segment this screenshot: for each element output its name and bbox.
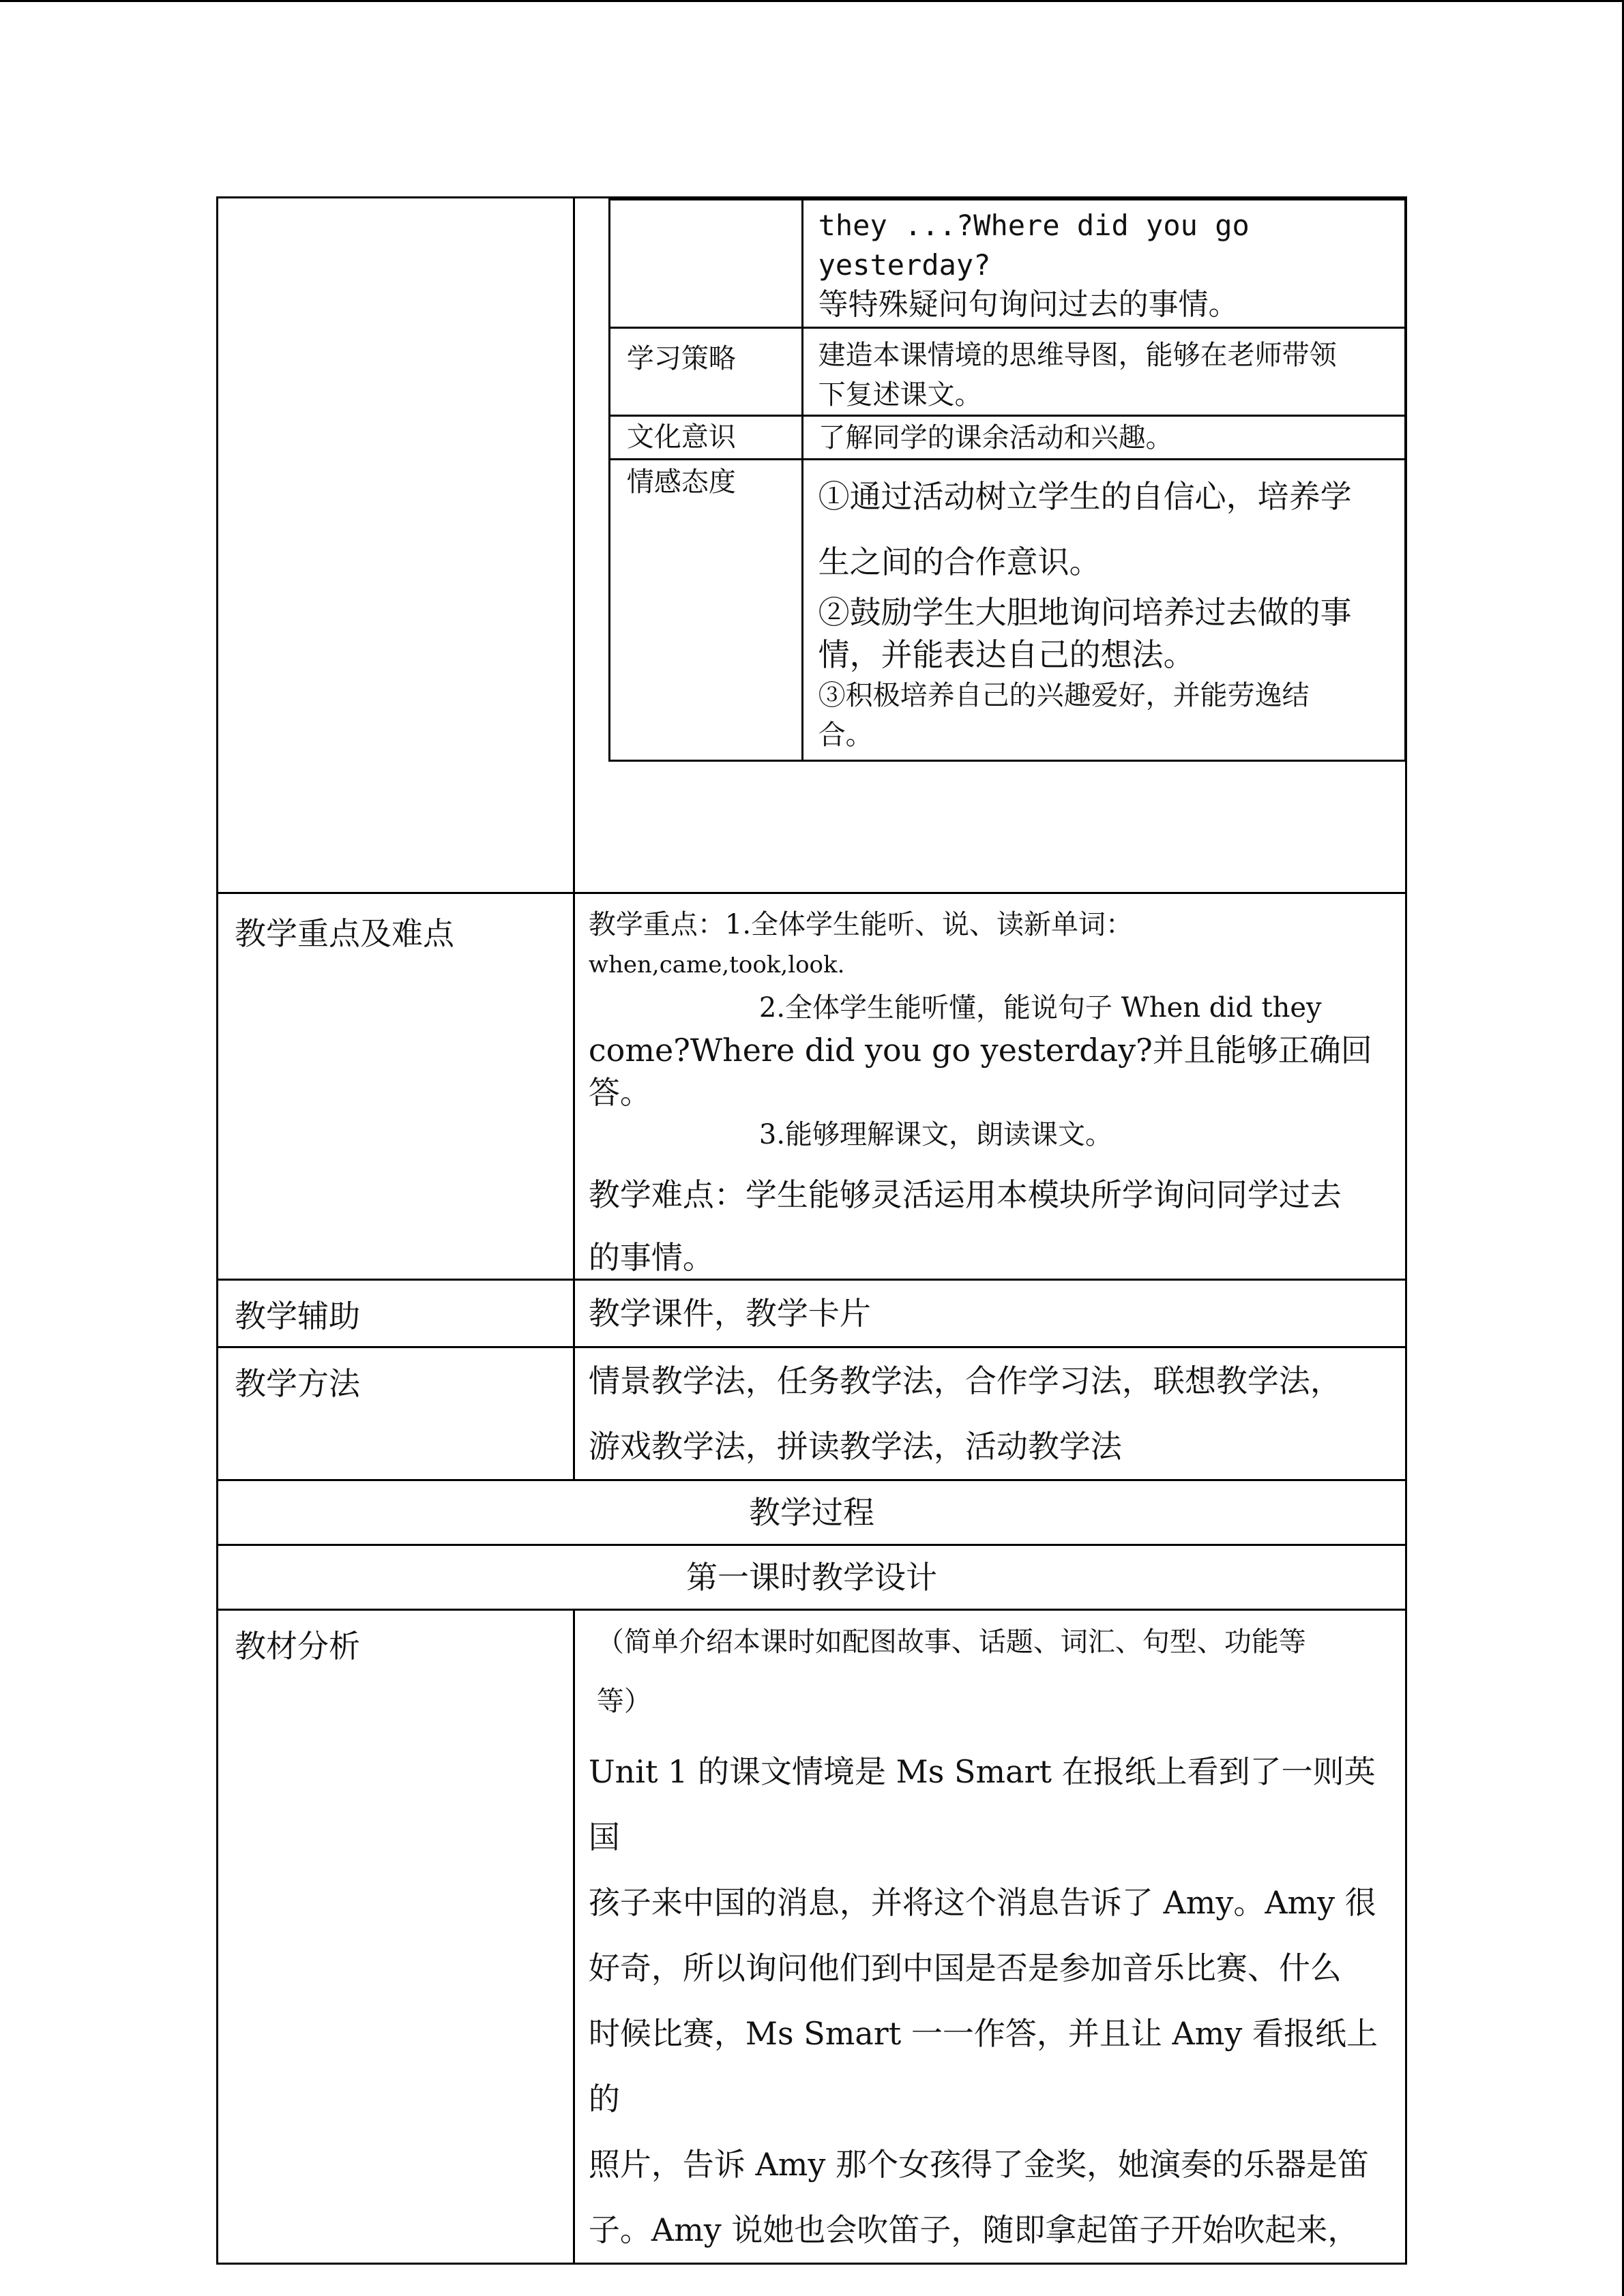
objective-text — [802, 416, 1405, 460]
analysis-line: 照片，告诉 Amy 那个女孩得了金奖，她演奏的乐器是笛 — [588, 2146, 1369, 2183]
methods-line: 游戏教学法，拼读教学法，活动教学法 — [588, 1428, 1122, 1465]
objective-text — [802, 460, 1405, 761]
objective-row-culture — [609, 416, 1405, 460]
attitude-line: ③积极培养自己的兴趣爱好，并能劳逸结 — [818, 680, 1310, 711]
aids-content-cell — [574, 1280, 1406, 1347]
process-title: 教学过程 — [749, 1494, 874, 1531]
methods-label-cell — [218, 1347, 574, 1480]
objective-text-line: 建造本课情境的思维导图，能够在老师带领 — [818, 340, 1337, 371]
objective-text-line: 了解同学的课余活动和兴趣。 — [818, 422, 1173, 453]
analysis-line: Unit 1 的课文情境是 Ms Smart 在报纸上看到了一则英国 — [588, 1753, 1376, 1855]
objective-label — [609, 328, 802, 416]
process-title-row — [218, 1480, 1406, 1545]
key-points-row — [218, 893, 1406, 1280]
objective-text — [802, 200, 1405, 328]
objectives-nested-table — [608, 198, 1406, 762]
objective-row-strategy — [609, 328, 1405, 416]
aids-row — [218, 1280, 1406, 1347]
attitude-line: 生之间的合作意识。 — [818, 543, 1101, 580]
aids-text: 教学课件，教学卡片 — [588, 1295, 871, 1332]
aids-label: 教学辅助 — [235, 1298, 360, 1335]
key-points-line: when,came,took,look. — [588, 951, 845, 979]
process-title-cell — [218, 1480, 1406, 1545]
key-points-line: 教学重点：1.全体学生能听、说、读新单词： — [588, 909, 1134, 940]
key-points-line: 3.能够理解课文，朗读课文。 — [758, 1119, 1113, 1150]
objective-label — [609, 460, 802, 761]
attitude-line: 情，并能表达自己的想法。 — [818, 636, 1195, 673]
objective-text — [802, 328, 1405, 416]
objectives-label-cell — [218, 198, 574, 893]
methods-row — [218, 1347, 1406, 1480]
methods-content-cell — [574, 1347, 1406, 1480]
objectives-content-cell — [574, 198, 1406, 893]
attitude-line: ②鼓励学生大胆地询问培养过去做的事 — [818, 594, 1352, 631]
objective-text-line: 等特殊疑问句询问过去的事情。 — [818, 287, 1239, 322]
textbook-analysis-label: 教材分析 — [235, 1628, 360, 1665]
lesson1-title-cell — [218, 1545, 1406, 1610]
objective-label-text: 学习策略 — [626, 343, 736, 374]
analysis-line: 时候比赛，Ms Smart 一一作答，并且让 Amy 看报纸上的 — [588, 2015, 1378, 2117]
analysis-line: 孩子来中国的消息，并将这个消息告诉了 Amy。Amy 很 — [588, 1884, 1376, 1921]
objective-row-knowledge — [609, 200, 1405, 328]
objective-text-line: they ...?Where did you go yesterday? — [818, 209, 1250, 282]
lesson-plan-table — [216, 196, 1407, 2265]
key-points-line: 2.全体学生能听懂，能说句子 When did they — [758, 992, 1322, 1024]
key-points-content-cell — [574, 893, 1406, 1280]
key-points-line: 的事情。 — [588, 1239, 714, 1276]
attitude-line: 合。 — [818, 719, 873, 751]
page-top-border — [0, 0, 1624, 2]
textbook-analysis-label-cell — [218, 1610, 574, 2264]
objective-text-line: 下复述课文。 — [818, 379, 982, 411]
lesson1-title-row — [218, 1545, 1406, 1610]
key-points-line: come?Where did you go yesterday?并且能够正确回答。 — [588, 1032, 1372, 1111]
analysis-line: 好奇，所以询问他们到中国是否是参加音乐比赛、什么 — [588, 1950, 1342, 1986]
key-points-line: 教学难点：学生能够灵活运用本模块所学询问同学过去 — [588, 1176, 1342, 1213]
objective-row-attitude — [609, 460, 1405, 761]
key-points-label: 教学重点及难点 — [235, 915, 454, 952]
aids-label-cell — [218, 1280, 574, 1347]
objective-label-text: 文化意识 — [626, 421, 736, 453]
analysis-line: 子。Amy 说她也会吹笛子，随即拿起笛子开始吹起来， — [588, 2211, 1359, 2248]
analysis-hint-line: （简单介绍本课时如配图故事、话题、词汇、句型、功能等 — [596, 1626, 1306, 1658]
objective-label — [609, 416, 802, 460]
key-points-label-cell — [218, 893, 574, 1280]
objective-label — [609, 200, 802, 328]
lesson1-title: 第一课时教学设计 — [686, 1559, 937, 1596]
methods-line: 情景教学法，任务教学法，合作学习法，联想教学法， — [588, 1362, 1342, 1399]
textbook-analysis-row — [218, 1610, 1406, 2264]
textbook-analysis-content-cell — [574, 1610, 1406, 2264]
attitude-line: ①通过活动树立学生的自信心，培养学 — [818, 478, 1352, 515]
analysis-hint-line: 等） — [596, 1686, 651, 1717]
objective-label-text: 情感态度 — [626, 466, 736, 498]
objectives-row — [218, 198, 1406, 893]
methods-label: 教学方法 — [235, 1365, 360, 1402]
